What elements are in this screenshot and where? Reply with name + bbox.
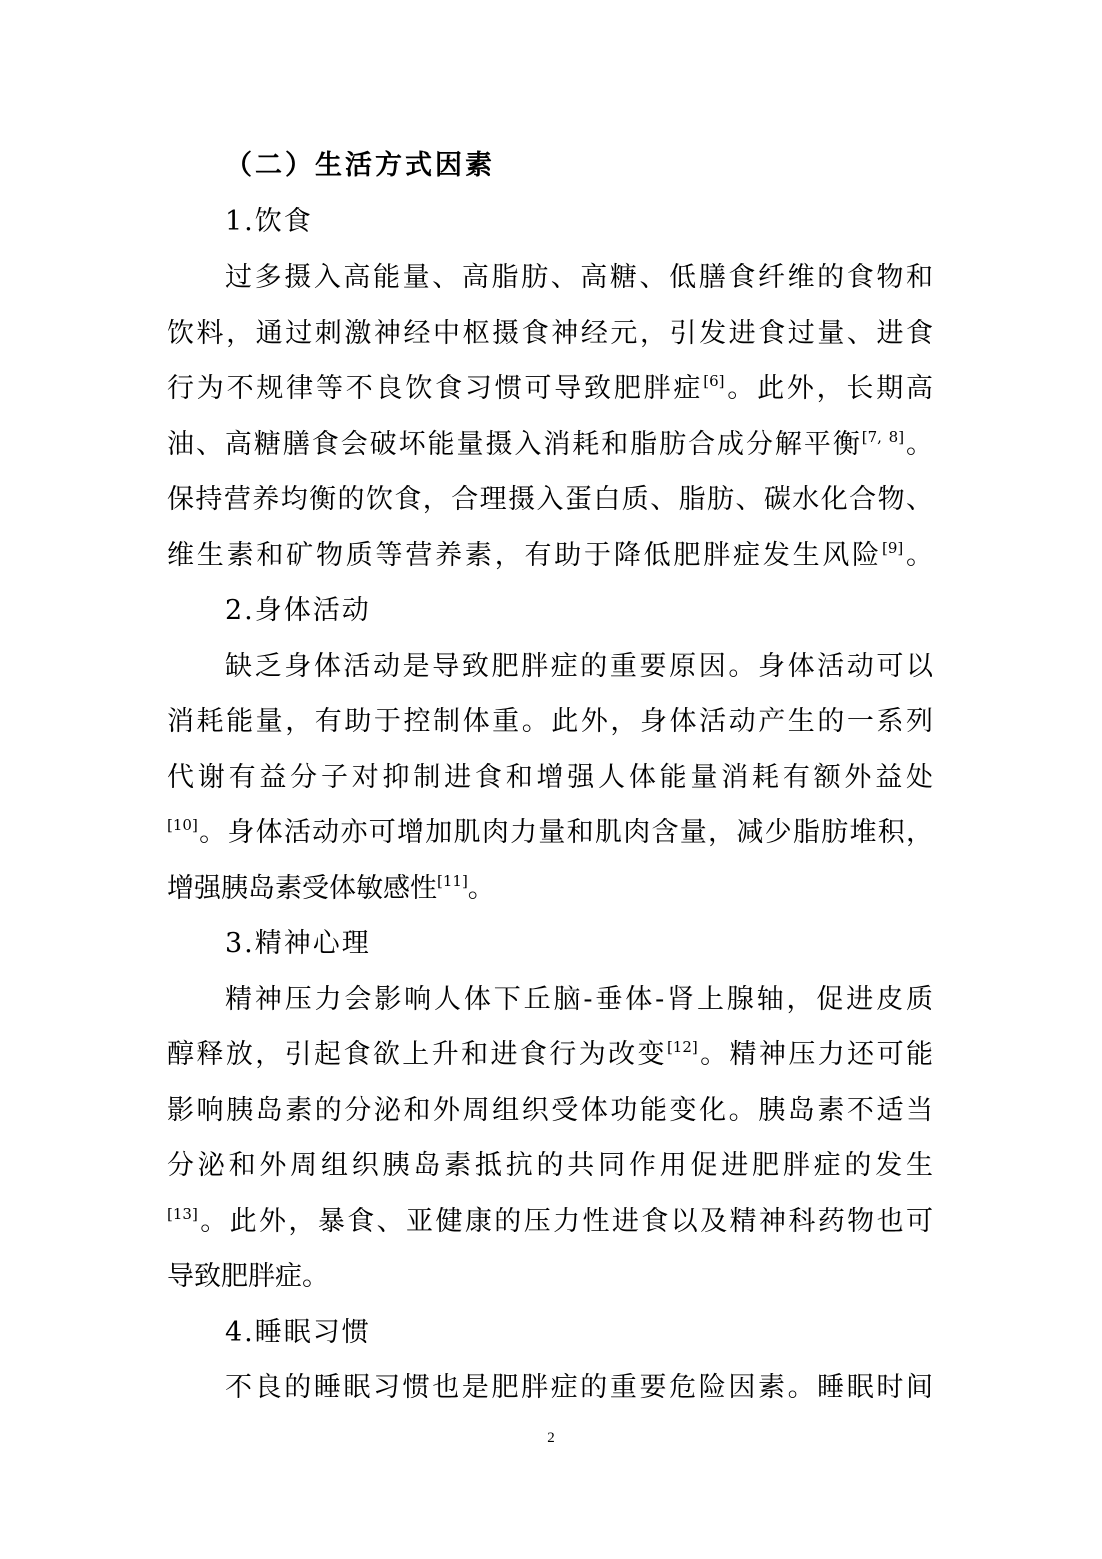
paragraph-line: 增强胰岛素受体敏感性[11]。: [167, 872, 495, 904]
paragraph-line: 保持营养均衡的饮食，合理摄入蛋白质、脂肪、碳水化合物、: [167, 484, 933, 515]
citation: [9]: [881, 539, 904, 557]
subsection-heading-mental: 3.精神心理: [225, 928, 371, 959]
section-title: （二）生活方式因素: [225, 150, 495, 181]
paragraph-line: 代谢有益分子对抑制进食和增强人体能量消耗有额外益处: [167, 762, 933, 793]
paragraph-line: 行为不规律等不良饮食习惯可导致肥胖症[6]。此外，长期高: [167, 372, 934, 404]
subsection-heading-diet: 1.饮食: [225, 206, 313, 237]
paragraph-line: 影响胰岛素的分泌和外周组织受体功能变化。胰岛素不适当: [167, 1095, 933, 1126]
paragraph-line: [13]。此外，暴食、亚健康的压力性进食以及精神科药物也可: [167, 1205, 933, 1237]
paragraph-line: 不良的睡眠习惯也是肥胖症的重要危险因素。睡眠时间: [225, 1372, 933, 1403]
paragraph-line: 精神压力会影响人体下丘脑-垂体-肾上腺轴，促进皮质: [225, 984, 933, 1015]
paragraph-line: 饮料，通过刺激神经中枢摄食神经元，引发进食过量、进食: [167, 318, 933, 349]
paragraph-line: [10]。身体活动亦可增加肌肉力量和肌肉含量，减少脂肪堆积，: [167, 816, 933, 848]
citation: [10]: [167, 816, 198, 834]
subsection-heading-sleep: 4.睡眠习惯: [225, 1317, 371, 1348]
citation: [7, 8]: [861, 428, 905, 446]
page-number: 2: [547, 1430, 555, 1446]
paragraph-line: 缺乏身体活动是导致肥胖症的重要原因。身体活动可以: [225, 651, 933, 682]
paragraph-line: 维生素和矿物质等营养素，有助于降低肥胖症发生风险[9]。: [167, 539, 934, 571]
citation: [12]: [666, 1038, 698, 1056]
paragraph-line: 导致肥胖症。: [167, 1261, 329, 1292]
paragraph-line: 消耗能量，有助于控制体重。此外，身体活动产生的一系列: [167, 706, 933, 737]
citation: [13]: [167, 1205, 198, 1223]
paragraph-line: 分泌和外周组织胰岛素抵抗的共同作用促进肥胖症的发生: [167, 1150, 933, 1181]
paragraph-line: 醇释放，引起食欲上升和进食行为改变[12]。精神压力还可能: [167, 1038, 933, 1070]
citation: [11]: [437, 872, 468, 890]
paragraph-line: 过多摄入高能量、高脂肪、高糖、低膳食纤维的食物和: [225, 262, 933, 293]
subsection-heading-activity: 2.身体活动: [225, 595, 371, 626]
citation: [6]: [703, 372, 725, 390]
paragraph-line: 油、高糖膳食会破坏能量摄入消耗和脂肪合成分解平衡[7, 8]。: [167, 428, 934, 460]
